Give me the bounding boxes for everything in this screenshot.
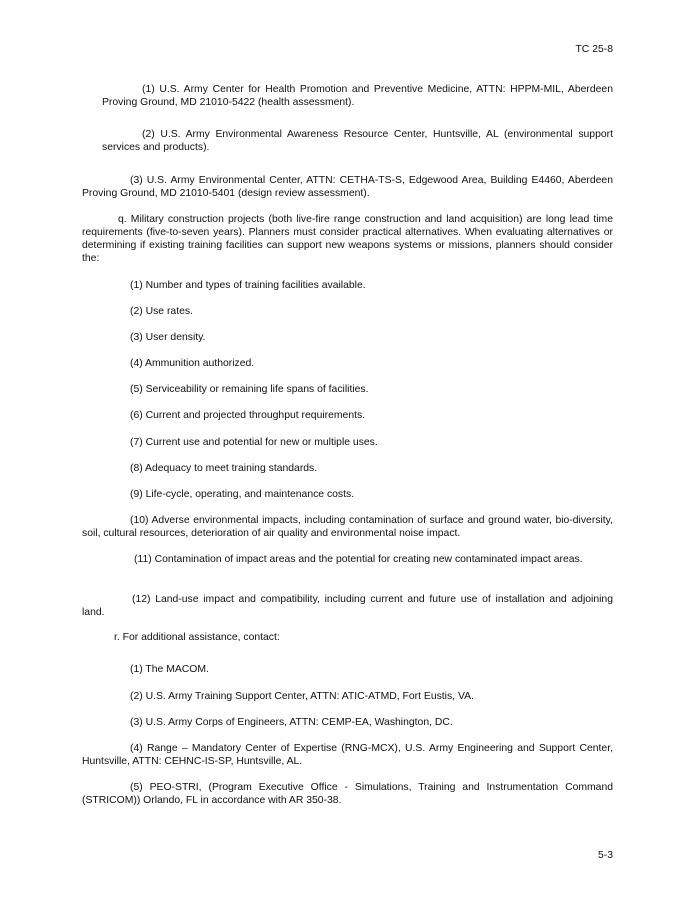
consideration-item: (6) Current and projected throughput requirements. [130, 410, 366, 421]
consideration-item: (2) Use rates. [130, 306, 193, 317]
assistance-item: (2) U.S. Army Training Support Center, ATTN: ATIC-ATMD, Fort Eustis, VA. [130, 691, 474, 702]
consideration-item: (8) Adequacy to meet training standards. [130, 463, 318, 474]
contact-paragraph-2: (2) U.S. Army Environmental Awareness Resource Center, Huntsville, AL (environmental support services and products). [102, 129, 613, 153]
assistance-item: (3) U.S. Army Corps of Engineers, ATTN: CEMP-EA, Washington, DC. [130, 717, 453, 728]
consideration-item: (9) Life-cycle, operating, and maintenance costs. [130, 489, 355, 500]
consideration-item: (1) Number and types of training facilities available. [130, 280, 366, 291]
assistance-item: (4) Range – Mandatory Center of Expertise (RNG-MCX), U.S. Army Engineering and Support Center, Huntsville, ATTN: CEHNC-IS-SP, Huntsville, AL. [82, 743, 613, 767]
assistance-item: (5) PEO-STRI, (Program Executive Office - Simulations, Training and Instrumentation Command (STRICOM)) Orlando, FL in accordance with AR 350-38. [82, 782, 613, 806]
contact-paragraph-3: (3) U.S. Army Environmental Center, ATTN: CETHA-TS-S, Edgewood Area, Building E4460, Aberdeen Proving Ground, MD 21010-5401 (design review assessment). [82, 175, 613, 199]
paragraph-q: q. Military construction projects (both live-fire range construction and land acquisition) are long lead time requirements (five-to-seven years). Planners must consider practical alternatives. When evaluating alternatives or determining if existing training facilities can support new weapons systems or missions, planners should consider the: [82, 214, 613, 264]
document-id: TC 25-8 [575, 44, 613, 55]
assistance-item: (1) The MACOM. [130, 664, 209, 675]
consideration-item: (3) User density. [130, 332, 206, 343]
contact-paragraph-1: (1) U.S. Army Center for Health Promotion and Preventive Medicine, ATTN: HPPM-MIL, Aberdeen Proving Ground, MD 21010-5422 (health assessment). [102, 84, 613, 108]
consideration-item: (10) Adverse environmental impacts, including contamination of surface and ground water, bio-diversity, soil, cultural resources, deterioration of air quality and environmental noise impact. [82, 515, 613, 539]
paragraph-r: r. For additional assistance, contact: [114, 632, 280, 643]
page-number: 5-3 [597, 850, 613, 861]
consideration-item: (4) Ammunition authorized. [130, 358, 255, 369]
consideration-item: (12) Land-use impact and compatibility, including current and future use of installation and adjoining land. [82, 594, 613, 618]
consideration-item: (5) Serviceability or remaining life spans of facilities. [130, 384, 369, 395]
consideration-item: (7) Current use and potential for new or multiple uses. [130, 437, 378, 448]
consideration-item: (11) Contamination of impact areas and the potential for creating new contaminated impact areas. [134, 554, 583, 565]
